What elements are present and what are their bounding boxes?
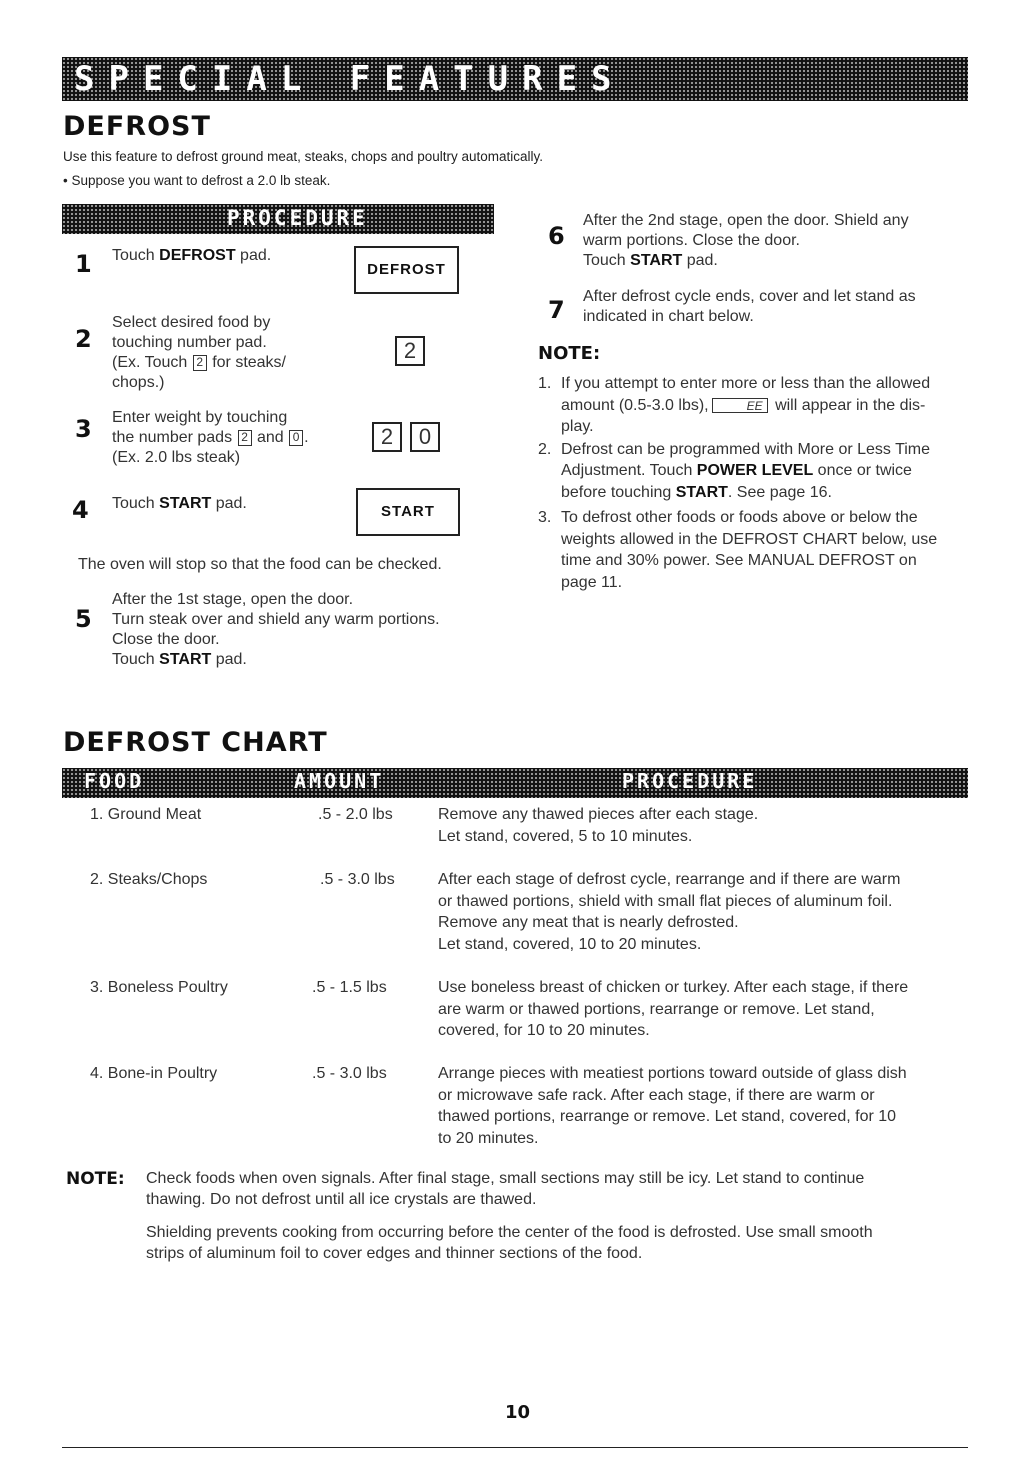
note-3-line-4: page 11. [561, 573, 623, 591]
row-2-proc-line-1: After each stage of defrost cycle, rearrange and if there are warm [438, 871, 901, 888]
note-2-number: 2. [538, 440, 552, 458]
defrost-pad[interactable]: DEFROST [354, 246, 459, 294]
row-2-proc-line-4: Let stand, covered, 10 to 20 minutes. [438, 935, 702, 953]
step-6-line-3c: pad. [682, 252, 718, 269]
number-pad-2[interactable]: 2 [395, 336, 425, 366]
defrost-title: DEFROST [63, 111, 211, 142]
step-3-number: 3 [75, 415, 92, 443]
step-5-bold: START [159, 651, 212, 668]
step-3-text [112, 408, 309, 468]
footer-note-label: NOTE: [66, 1169, 125, 1189]
step-5-line-4c: pad. [211, 651, 247, 668]
step-7-text [583, 287, 916, 327]
step-6-line-2: warm portions. Close the door. [583, 232, 800, 249]
step-6-bold: START [630, 252, 683, 269]
step-3-line-1: Enter weight by touching [112, 409, 288, 426]
note-2-line-2a: Adjustment. Touch [561, 462, 697, 479]
row-1-food: 1. Ground Meat [90, 806, 202, 823]
bottom-rule [62, 1447, 968, 1448]
step-6-line-1: After the 2nd stage, open the door. Shield any [583, 212, 909, 229]
step-1-number: 1 [75, 250, 92, 278]
step-6-number: 6 [548, 222, 565, 250]
note-label: NOTE: [538, 343, 601, 364]
note-1-line-1: If you attempt to enter more or less than the allowed [561, 375, 931, 392]
error-display: EE [712, 398, 768, 413]
step-5-line-2: Turn steak over and shield any warm portions. [112, 611, 440, 628]
step-7-number: 7 [548, 296, 565, 324]
row-3-food: 3. Boneless Poultry [90, 979, 228, 996]
step-1-bold: DEFROST [159, 247, 236, 264]
note-1-line-2a: amount (0.5-3.0 lbs), [561, 396, 709, 414]
note-2-start: START [675, 483, 728, 501]
step-2-line-3 [112, 353, 286, 373]
row-1-proc-line-2: Let stand, covered, 5 to 10 minutes. [438, 827, 693, 845]
step-3-line-2a: the number pads [112, 429, 237, 446]
header-amount: AMOUNT [294, 769, 385, 793]
step-4-text [112, 494, 247, 514]
row-1-procedure [438, 804, 758, 847]
footer-note-text [146, 1168, 966, 1264]
step-2-line-2: touching number pad. [112, 334, 267, 351]
note-2-power-level: POWER LEVEL [696, 462, 814, 479]
step-3-line-2 [112, 428, 309, 448]
procedure-header-label: PROCEDURE [227, 206, 368, 230]
number-pad-2[interactable]: 2 [372, 422, 402, 452]
row-1-proc-line-1: Remove any thawed pieces after each stage. [438, 806, 759, 823]
step-5-text [112, 590, 440, 670]
step-2-line-4: chops.) [112, 374, 165, 391]
header-food: FOOD [84, 769, 145, 793]
row-3-proc-line-1: Use boneless breast of chicken or turkey. After each stage, if there [438, 979, 909, 996]
note-3 [538, 507, 968, 593]
note-2-line-1: Defrost can be programmed with More or Less Time [561, 440, 931, 458]
step-1-pre: Touch [112, 247, 160, 264]
note-1 [538, 373, 968, 438]
note-3-number: 3. [538, 509, 552, 526]
note-3-line-3: time and 30% power. See MANUAL DEFROST on [561, 552, 917, 569]
step-4-pre: Touch [112, 495, 160, 512]
banner-title: SPECIAL FEATURES [74, 59, 626, 99]
row-3-proc-line-2: are warm or thawed portions, rearrange or remove. Let stand, [438, 1000, 875, 1018]
step-3-line-2b: and [252, 429, 289, 446]
row-4-proc-line-2: or microwave safe rack. After each stage, if there are warm or [438, 1086, 875, 1104]
row-4-proc-line-4: to 20 minutes. [438, 1129, 539, 1147]
header-procedure: PROCEDURE [622, 769, 758, 793]
inline-key-2: 2 [193, 355, 207, 371]
row-3-amount: .5 - 1.5 lbs [312, 979, 387, 996]
notes-list [538, 373, 968, 593]
step-4-number: 4 [72, 496, 89, 524]
step-5-line-1: After the 1st stage, open the door. [112, 591, 354, 608]
step-4-post: pad. [211, 495, 247, 512]
row-2-proc-line-3: Remove any meat that is nearly defrosted. [438, 914, 739, 931]
note-2-line-3 [561, 482, 968, 504]
step-7-line-1: After defrost cycle ends, cover and let stand as [583, 288, 916, 305]
row-2-proc-line-2: or thawed portions, shield with small flat pieces of aluminum foil. [438, 892, 893, 910]
footer-note-p1-line-1: Check foods when oven signals. After final stage, small sections may still be icy. Let stand to continue [146, 1170, 865, 1187]
row-2-amount: .5 - 3.0 lbs [320, 871, 395, 888]
step-4-bold: START [159, 495, 212, 512]
step-5-number: 5 [75, 605, 92, 633]
row-4-proc-line-1: Arrange pieces with meatiest portions toward outside of glass dish [438, 1065, 907, 1082]
note-2-line-2 [561, 460, 968, 482]
defrost-intro: Use this feature to defrost ground meat, steaks, chops and poultry automatically. [63, 149, 544, 164]
number-pad-0[interactable]: 0 [410, 422, 440, 452]
row-4-procedure [438, 1063, 907, 1149]
step-5-line-4 [112, 650, 440, 670]
procedure-header [62, 204, 494, 234]
note-2-line-3c: . See page 16. [727, 483, 832, 501]
row-2-food: 2. Steaks/Chops [90, 871, 208, 888]
step-6-line-3a: Touch [583, 252, 631, 269]
note-1-line-3: play. [561, 418, 594, 435]
row-4-food: 4. Bone-in Poultry [90, 1065, 218, 1082]
step-2-text [112, 313, 286, 393]
step-1-post: pad. [235, 247, 272, 264]
note-1-line-2c: will appear in the dis- [770, 396, 926, 414]
section-banner [62, 57, 968, 101]
footer-note-p2-line-2: strips of aluminum foil to cover edges and thinner sections of the food. [146, 1245, 643, 1262]
chart-header [62, 768, 968, 798]
step-6-text [583, 211, 909, 271]
step-2-line-1: Select desired food by [112, 314, 271, 331]
row-4-amount: .5 - 3.0 lbs [312, 1065, 387, 1082]
defrost-bullet: • Suppose you want to defrost a 2.0 lb steak. [63, 173, 331, 188]
step-6-line-3 [583, 251, 909, 271]
page-number: 10 [505, 1402, 531, 1423]
step-2-number: 2 [75, 325, 92, 353]
step-5-line-3: Close the door. [112, 631, 220, 648]
inline-key-0: 0 [289, 430, 303, 446]
row-2-procedure [438, 869, 900, 955]
row-4-proc-line-3: thawed portions, rearrange or remove. Let stand, covered, for 10 [438, 1108, 897, 1125]
note-1-line-2 [561, 395, 968, 417]
step-1-text [112, 246, 271, 266]
step-7-line-2: indicated in chart below. [583, 308, 754, 325]
note-2 [538, 439, 968, 504]
step-2-line-3a: (Ex. Touch [112, 354, 192, 371]
note-2-line-2c: once or twice [813, 462, 912, 479]
check-text: The oven will stop so that the food can be checked. [78, 556, 442, 573]
chart-title: DEFROST CHART [63, 727, 328, 758]
step-2-line-3b: for steaks/ [207, 354, 286, 371]
footer-note-p1-line-2: thawing. Do not defrost until all ice crystals are thawed. [146, 1191, 537, 1208]
note-1-number: 1. [538, 375, 552, 392]
step-3-line-3: (Ex. 2.0 lbs steak) [112, 449, 241, 466]
step-5-line-4a: Touch [112, 651, 160, 668]
row-1-amount: .5 - 2.0 lbs [318, 806, 393, 823]
note-3-line-2: weights allowed in the DEFROST CHART below, use [561, 530, 938, 548]
row-3-procedure [438, 977, 908, 1042]
footer-note-p2-line-1: Shielding prevents cooking from occurring before the center of the food is defrosted. Use small smooth [146, 1224, 873, 1241]
note-3-line-1: To defrost other foods or foods above or below the [561, 509, 918, 526]
note-2-line-3a: before touching [561, 483, 676, 501]
row-3-proc-line-3: covered, for 10 to 20 minutes. [438, 1022, 650, 1039]
inline-key-2: 2 [238, 430, 252, 446]
start-pad[interactable]: START [356, 488, 460, 536]
step-3-line-2c: . [304, 429, 309, 446]
